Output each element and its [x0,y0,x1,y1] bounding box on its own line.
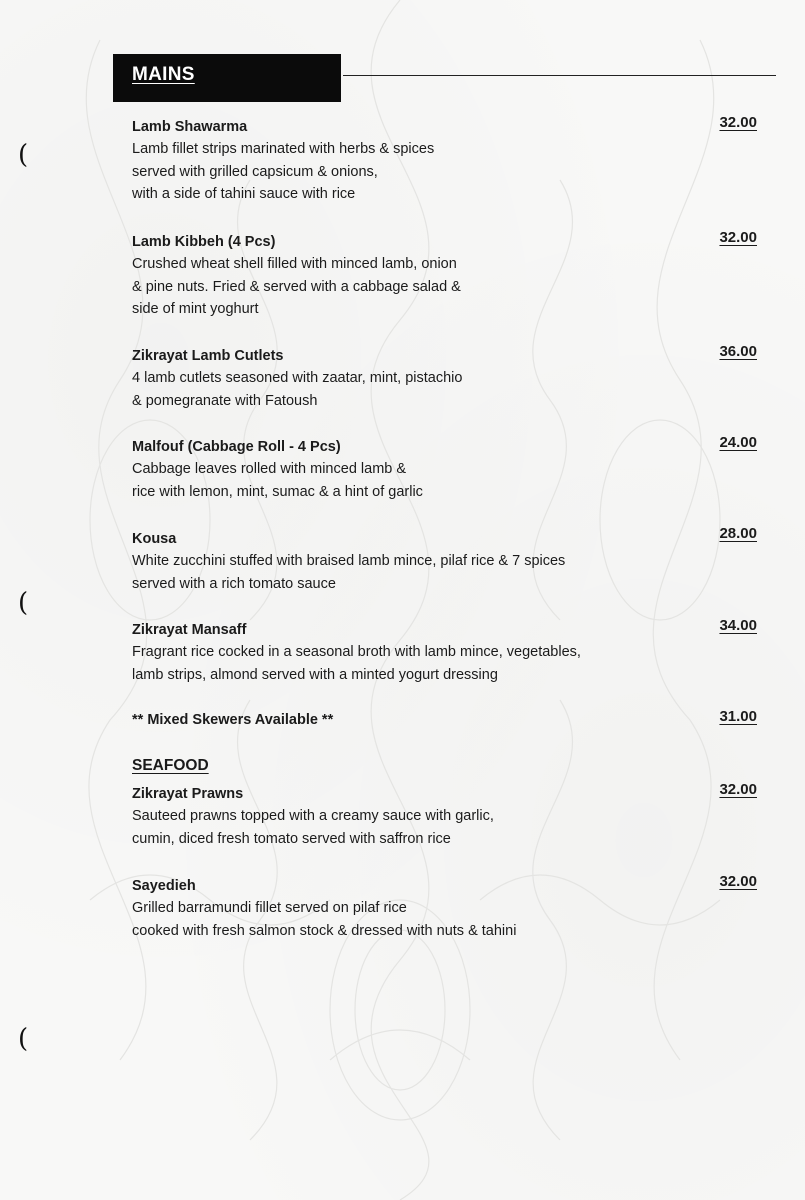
section-header [113,54,341,102]
menu-item-name: Zikrayat Lamb Cutlets [132,348,284,364]
menu-item-price: 36.00 [719,343,757,360]
menu-item-price: 28.00 [719,525,757,542]
menu-item-name: Lamb Shawarma [132,119,248,135]
menu-item-price: 32.00 [719,873,757,890]
menu-item [132,875,732,942]
binder-hole-icon: ( [18,588,29,618]
menu-item [132,116,732,206]
menu-item-description: rice with lemon, mint, sumac & a hint of garlic [132,483,423,500]
menu-item-description: Sauteed prawns topped with a creamy sauce with garlic, [132,808,494,824]
binder-hole-icon: ( [18,140,29,170]
header-divider [343,75,776,76]
menu-item-description: Cabbage leaves rolled with minced lamb & [132,461,407,477]
menu-item-name: Lamb Kibbeh (4 Pcs) [132,234,276,250]
menu-item [132,783,732,850]
menu-item-description: side of mint yoghurt [132,301,259,317]
menu-item-description: & pomegranate with Fatoush [132,392,318,409]
menu-item-description: Crushed wheat shell filled with minced lamb, onion [132,256,457,272]
menu-item-name: Kousa [132,531,177,547]
menu-item-description: cumin, diced fresh tomato served with saffron rice [132,830,451,847]
menu-item-description: White zucchini stuffed with braised lamb mince, pilaf rice & 7 spices [132,553,566,569]
menu-item-description: 4 lamb cutlets seasoned with zaatar, mint, pistachio [132,370,463,386]
menu-item-price: 32.00 [719,781,757,798]
menu-item-description: & pine nuts. Fried & served with a cabbage salad & [132,278,461,295]
menu-item-name: ** Mixed Skewers Available ** [132,712,334,728]
menu-item-price: 32.00 [719,229,757,246]
section-title: MAINS [132,64,195,85]
menu-item-name: Zikrayat Prawns [132,786,244,802]
menu-item-description: Lamb fillet strips marinated with herbs & spices [132,141,435,157]
menu-item-price: 24.00 [719,434,757,451]
menu-item [132,528,732,595]
seafood-section-title: SEAFOOD [132,757,209,774]
menu-item-description: cooked with fresh salmon stock & dressed with nuts & tahini [132,922,517,939]
menu-item [132,619,732,686]
menu-item-price: 31.00 [719,708,757,725]
menu-item-description: served with grilled capsicum & onions, [132,163,378,180]
menu-item [132,709,732,731]
menu-item-description: Grilled barramundi fillet served on pilaf rice [132,900,407,916]
menu-item [132,436,732,503]
menu-item-price: 32.00 [719,114,757,131]
menu-item-name: Sayedieh [132,878,196,894]
menu-item-description: served with a rich tomato sauce [132,575,336,592]
binder-hole-icon: ( [18,1024,29,1054]
menu-item [132,231,732,321]
menu-item-price: 34.00 [719,617,757,634]
menu-item [132,345,732,412]
menu-item-description: Fragrant rice cocked in a seasonal broth with lamb mince, vegetables, [132,644,581,660]
menu-item-description: with a side of tahini sauce with rice [132,186,356,202]
menu-item-name: Zikrayat Mansaff [132,622,247,638]
menu-item-name: Malfouf (Cabbage Roll - 4 Pcs) [132,439,341,455]
menu-item-description: lamb strips, almond served with a minted yogurt dressing [132,666,498,683]
